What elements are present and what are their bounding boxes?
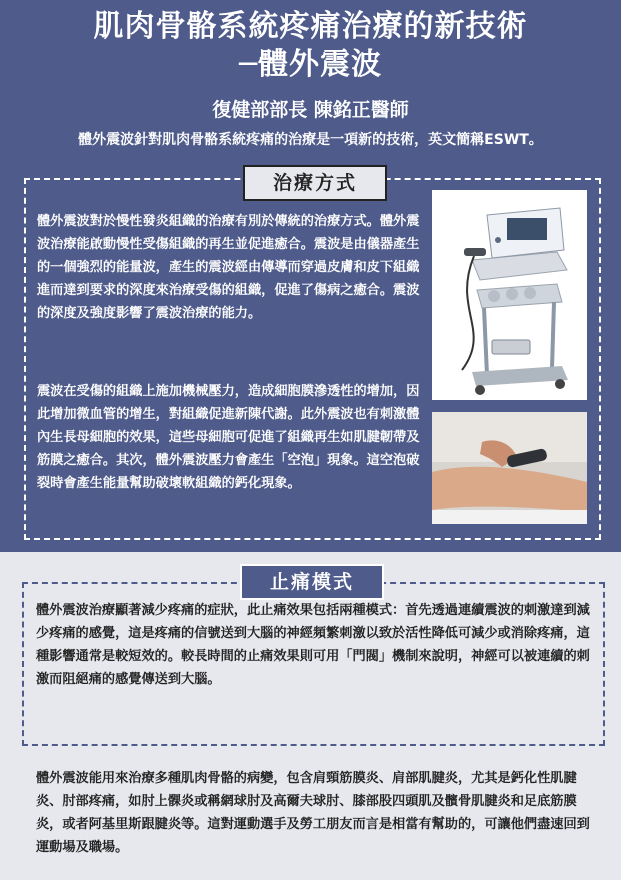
treatment-paragraph-2: 震波在受傷的組織上施加機械壓力，造成細胞膜滲透性的增加，因此增加微血管的增生，對組織促進新陳代謝。此外震波也有刺激體內生長母細胞的效果，這些母細胞可促進了組織再生如肌腱韌帶及筋膜之癒合。其次，體外震波壓力會產生「空泡」現象。這空泡破裂時會產生能量幫助破壞軟組織的鈣化現象。 xyxy=(37,384,420,491)
page-subtitle: ─體外震波 xyxy=(238,47,383,82)
treatment-paragraph-1: 體外震波對於慢性發炎組織的治療有別於傳統的治療方式。體外震波治療能啟動慢性受傷組織的再生並促進癒合。震波是由儀器產生的一個強烈的能量波，產生的震波經由傳導而穿過皮膚和皮下組織進而達到要求的深度來治療受傷的組織，促進了傷病之癒合。震波的深度及強度影響了震波治療的能力。 xyxy=(37,214,420,321)
author-line: 復健部部長 陳銘正醫師 xyxy=(212,99,409,121)
intro-text: 體外震波針對肌肉骨骼系統疼痛的治療是一項新的技術，英文簡稱ESWT。 xyxy=(78,132,543,148)
pain-relief-heading: 止痛模式 xyxy=(240,564,384,600)
shockwave-device-image xyxy=(432,190,587,400)
treatment-heading: 治療方式 xyxy=(243,165,387,201)
pain-relief-paragraph: 體外震波治療顯著減少疼痛的症狀，此止痛效果包括兩種模式：首先透過連續震波的刺激達到減少疼痛的感覺，這是疼痛的信號送到大腦的神經頻繁刺激以致於活性降低可減少或消除疼痛，這種影響通常是較短效的。較長時間的止痛效果則可用「門閥」機制來說明，神經可以被連續的刺激而阻絕痛的感覺傳送到大腦。 xyxy=(36,603,590,687)
closing-paragraph: 體外震波能用來治療多種肌肉骨骼的病變，包含肩頸筋膜炎、肩部肌腱炎，尤其是鈣化性肌腱炎、肘部疼痛，如肘上髁炎或稱網球肘及高爾夫球肘、膝部股四頭肌及髕骨肌腱炎和足底筋膜炎，或者阿基里斯跟腱炎等。這對運動選手及勞工朋友而言是相當有幫助的，可讓他們盡速回到運動場及職場。 xyxy=(36,771,590,855)
treatment-photo-image xyxy=(432,412,587,524)
page-title: 肌肉骨骼系統疼痛治療的新技術 xyxy=(93,9,528,44)
